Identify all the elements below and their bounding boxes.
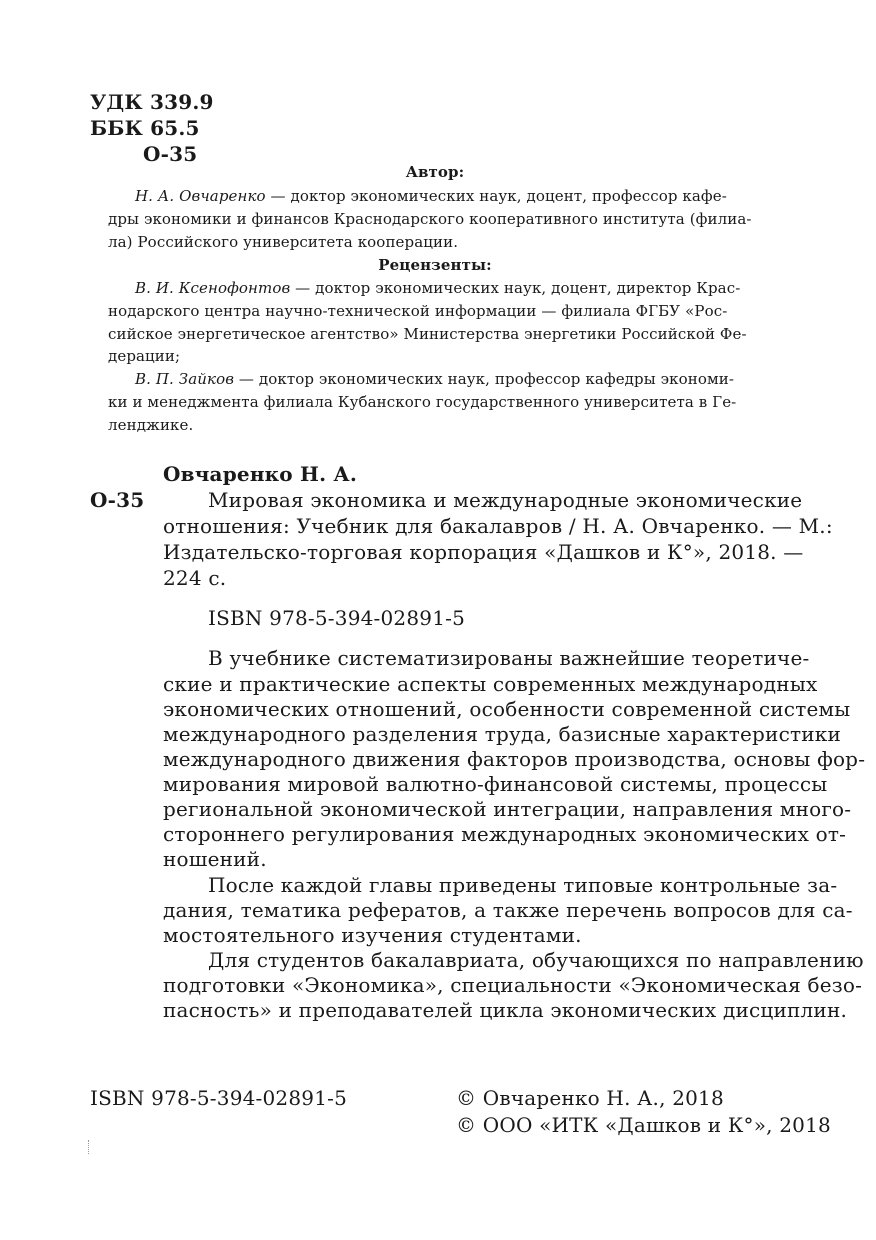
copyright-author: © Овчаренко Н. А., 2018 [456,1086,724,1110]
scan-artifact-mark [88,1140,90,1154]
annotation-line-11: дания, тематика рефератов, а также перечень вопросов для са- [163,898,853,922]
annotation-line-6: мирования мировой валютно-финансовой системы, процессы [163,772,828,796]
annotation-line-13: Для студентов бакалавриата, обучающихся по направлению [208,948,864,972]
biblio-author-heading: Овчаренко Н. А. [163,462,358,486]
reviewer-2-name: В. П. Зайков [135,370,235,388]
annotation-line-14: подготовки «Экономика», специальности «Экономическая безо- [163,973,863,997]
annotation-line-8: стороннего регулирования международных экономических от- [163,822,847,846]
reviewer-2-line-1 [135,370,734,388]
annotation-line-5: международного движения факторов производства, основы фор- [163,747,866,771]
reviewer-line-text: — доктор экономических наук, профессор кафедры экономи- [234,370,734,388]
copyright-publisher: © ООО «ИТК «Дашков и К°», 2018 [456,1113,831,1137]
annotation-line-12: мостоятельного изучения студентами. [163,923,582,947]
author-line-3: ла) Российского университета кооперации. [108,233,459,251]
bbk-code: ББК 65.5 [90,116,200,140]
biblio-isbn: ISBN 978-5-394-02891-5 [208,606,466,630]
biblio-mark: О-35 [90,488,145,512]
biblio-line-1: Мировая экономика и международные экономические [208,488,803,512]
reviewer-2-line-2: ки и менеджмента филиала Кубанского государственного университета в Ге- [108,393,737,411]
biblio-line-3: Издательско-торговая корпорация «Дашков и К°», 2018. — [163,540,804,564]
author-mark: О-35 [143,142,198,166]
reviewer-2-line-3: ленджике. [108,416,194,434]
reviewer-1-name: В. И. Ксенофонтов [135,279,291,297]
author-heading: Автор: [405,163,465,181]
author-line-text: — доктор экономических наук, доцент, профессор кафе- [265,187,727,205]
footer-isbn: ISBN 978-5-394-02891-5 [90,1086,348,1110]
reviewer-1-line-3: сийское энергетическое агентство» Министерства энергетики Российской Фе- [108,325,747,343]
biblio-line-2: отношения: Учебник для бакалавров / Н. А. Овчаренко. — М.: [163,514,833,538]
author-name: Н. А. Овчаренко [135,187,266,205]
reviewer-1-line-1 [135,279,740,297]
author-line-1 [135,187,727,205]
annotation-line-2: ские и практические аспекты современных международных [163,672,818,696]
reviewer-1-line-2: нодарского центра научно-технической информации — филиала ФГБУ «Рос- [108,302,728,320]
udk-code: УДК 339.9 [90,90,214,114]
annotation-line-4: международного разделения труда, базисные характеристики [163,722,842,746]
annotation-line-9: ношений. [163,847,267,871]
annotation-line-15: пасность» и преподавателей цикла экономических дисциплин. [163,998,848,1022]
biblio-line-4: 224 с. [163,566,227,590]
annotation-line-10: После каждой главы приведены типовые контрольные за- [208,873,838,897]
reviewer-line-text: — доктор экономических наук, доцент, директор Крас- [290,279,741,297]
author-line-2: дры экономики и финансов Краснодарского кооперативного института (филиа- [108,210,752,228]
annotation-line-7: региональной экономической интеграции, направления много- [163,797,852,821]
reviewer-1-line-4: дерации; [108,347,181,365]
reviewers-heading: Рецензенты: [378,256,492,274]
annotation-line-1: В учебнике систематизированы важнейшие теоретиче- [208,646,810,670]
annotation-line-3: экономических отношений, особенности современной системы [163,697,851,721]
